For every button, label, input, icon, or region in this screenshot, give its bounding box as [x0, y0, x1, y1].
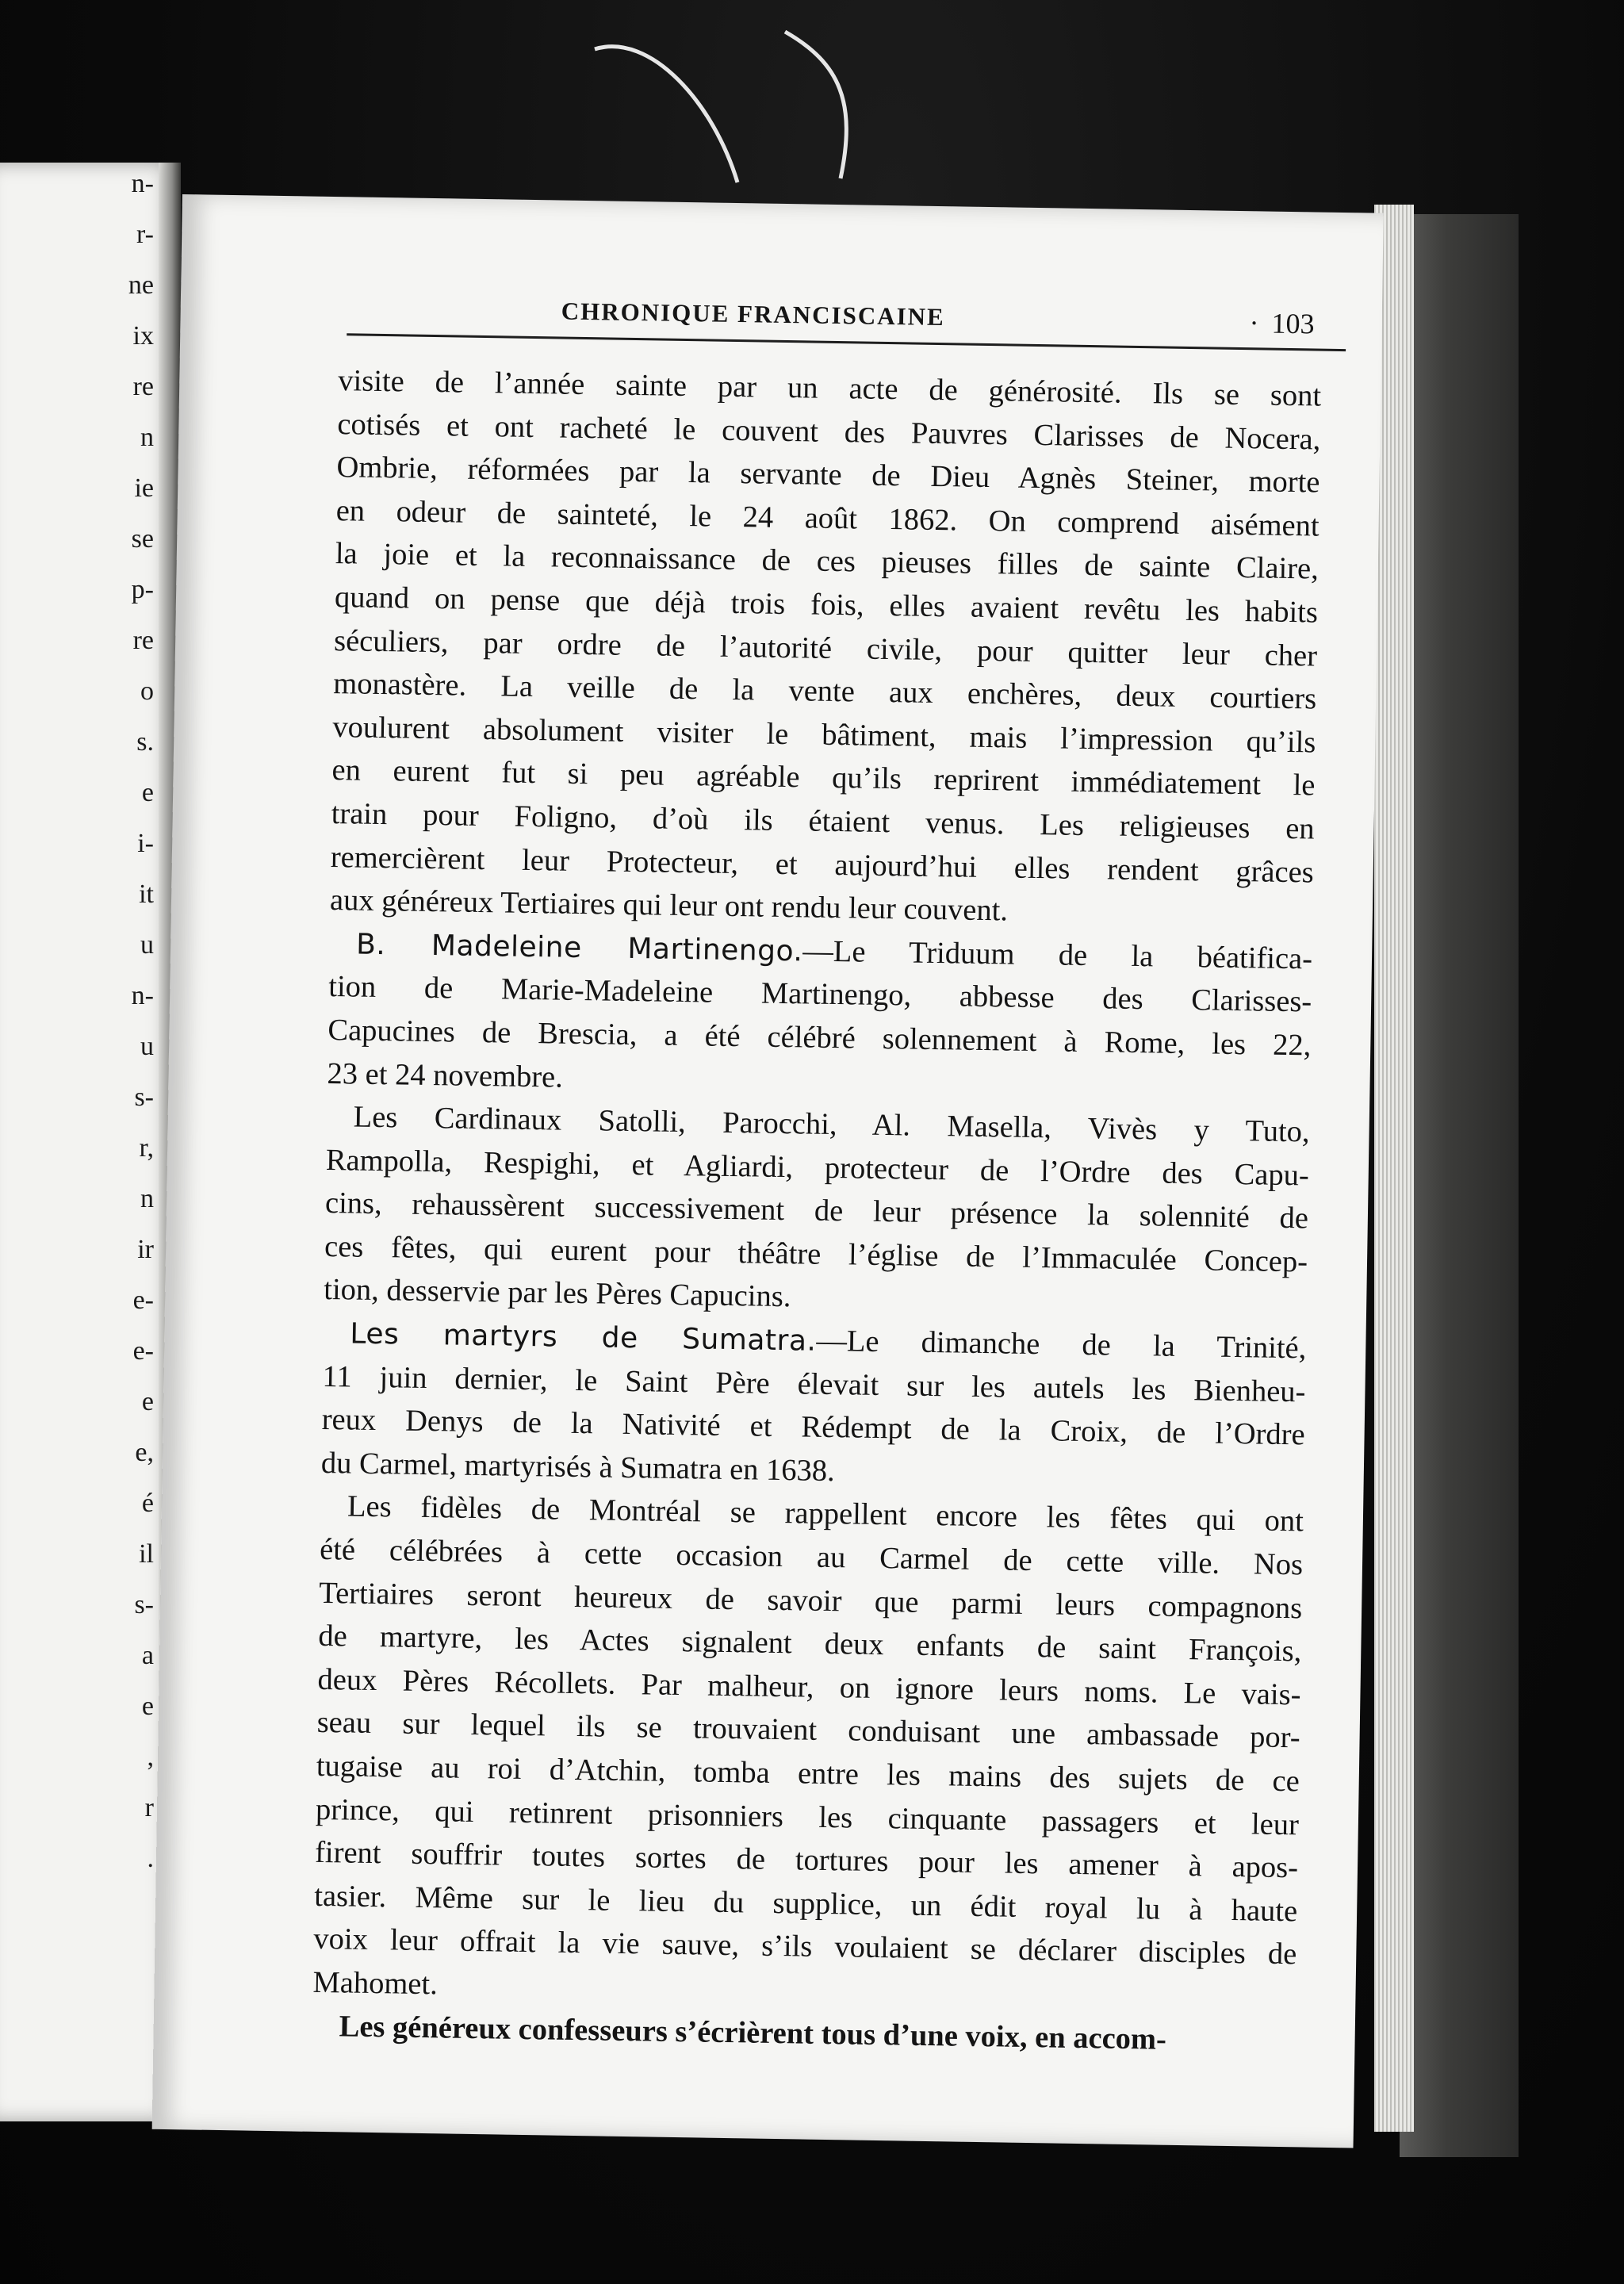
line-text: reux Denys de la Nativité et Rédempt de la Croix, de l’Ordre	[321, 1403, 1305, 1452]
line-text: tugaise au roi d’Atchin, tomba entre les mains des sujets de ce	[316, 1749, 1300, 1799]
page-header	[347, 293, 1346, 365]
facing-page-fragment: e	[141, 1387, 154, 1416]
line-text: tion de Marie-Madeleine Martinengo, abbesse des Clarisses-	[327, 970, 1312, 1019]
line-text: prince, qui retinrent prisonniers les cinquante passagers et leur	[315, 1792, 1300, 1841]
facing-page-fragment: se	[131, 524, 154, 554]
facing-page-fragment: re	[132, 372, 154, 401]
page-body-text	[312, 359, 1321, 2063]
running-title: CHRONIQUE FRANCISCAINE	[561, 297, 946, 331]
line-text: —Le dimanche de la Trinité,	[816, 1324, 1307, 1366]
line-text: seau sur lequel ils se trouvaient conduisant une ambassade por-	[316, 1706, 1300, 1755]
facing-page-fragment: p-	[131, 575, 154, 604]
facing-page-fragment: o	[140, 676, 154, 706]
line-text: train pour Foligno, d’où ils étaient venus. Les religieuses en	[331, 796, 1315, 846]
facing-page-fragment: r,	[139, 1133, 154, 1163]
facing-page-fragment: ,	[147, 1742, 154, 1772]
line-text: en odeur de sainteté, le 24 août 1862. On comprend aisément	[335, 493, 1320, 543]
facing-page-left	[0, 163, 181, 2121]
book-edge-dark	[1400, 214, 1519, 2157]
facing-page-fragment: n-	[131, 169, 154, 198]
line-text: firent souffrir toutes sortes de tortures pour les amener à apos-	[314, 1836, 1299, 1885]
line-text: aux généreux Tertiaires qui leur ont rendu leur couvent.	[329, 883, 1009, 928]
line-text: remercièrent leur Protecteur, et aujourd’hui elles rendent grâces	[330, 840, 1315, 890]
page-number: · 103	[1249, 306, 1315, 340]
line-text: monastère. La veille de la vente aux enchères, deux courtiers	[332, 667, 1317, 716]
facing-page-fragment: ir	[137, 1235, 154, 1264]
line-text: Les généreux confesseurs s’écrièrent tous d’une voix, en accom-	[339, 2009, 1167, 2056]
book-edge-pages	[1376, 205, 1414, 2132]
line-text: Ombrie, réformées par la servante de Dieu Agnès Steiner, morte	[336, 450, 1320, 500]
section-heading: Les martyrs de Sumatra.	[350, 1317, 817, 1358]
facing-page-fragment: i-	[137, 829, 154, 858]
facing-page-fragment: n	[140, 1184, 154, 1213]
facing-page-fragment: e	[141, 1692, 154, 1721]
facing-page-fragment: ie	[134, 473, 154, 503]
facing-page-fragment: é	[141, 1489, 154, 1518]
facing-page-fragment: re	[132, 626, 154, 655]
line-text: cotisés et ont racheté le couvent des Pauvres Clarisses de Nocera,	[337, 407, 1321, 457]
facing-page-fragment: n-	[131, 981, 154, 1010]
book-page	[152, 194, 1384, 2148]
line-text: été célébrées à cette occasion au Carmel de cette ville. Nos	[319, 1532, 1304, 1582]
line-text: cins, rehaussèrent successivement de leur présence la solennité de	[324, 1186, 1309, 1236]
facing-page-fragment: r	[144, 1793, 154, 1822]
facing-page-fragment: it	[139, 879, 154, 909]
facing-page-fragment: e,	[135, 1438, 154, 1467]
line-text: Les Cardinaux Satolli, Parocchi, Al. Masella, Vivès y Tuto,	[353, 1100, 1310, 1149]
line-text: tasier. Même sur le lieu du supplice, un édit royal lu à haute	[313, 1879, 1298, 1929]
facing-page-fragment: ix	[132, 321, 154, 351]
facing-page-fragment: e-	[132, 1336, 154, 1366]
facing-page-fragment: il	[139, 1539, 154, 1569]
line-text: séculiers, par ordre de l’autorité civile, pour quitter leur cher	[333, 623, 1318, 673]
facing-page-fragment: s.	[136, 727, 154, 757]
line-text: deux Pères Récollets. Par malheur, on ignore leurs noms. Le vais-	[317, 1662, 1301, 1712]
line-text: du Carmel, martyrisés à Sumatra en 1638.	[320, 1446, 836, 1488]
line-text: de martyre, les Actes signalent deux enfants de saint François,	[318, 1619, 1302, 1669]
line-text: Capucines de Brescia, a été célébré solennement à Rome, les 22,	[327, 1013, 1312, 1063]
line-text: en eurent fut si peu agréable qu’ils reprirent immédiatement le	[331, 753, 1316, 803]
facing-page-fragment: .	[147, 1844, 154, 1873]
facing-page-fragment: r-	[136, 220, 154, 249]
facing-page-fragment: u	[140, 930, 154, 960]
line-text: —Le Triduum de la béatifica-	[802, 934, 1313, 976]
section-heading: B. Madeleine Martinengo.	[355, 928, 803, 968]
line-text: Les fidèles de Montréal se rappellent encore les fêtes qui ont	[347, 1489, 1304, 1539]
line-text: tion, desservie par les Pères Capucins.	[323, 1273, 791, 1314]
facing-page-fragment: s-	[134, 1083, 154, 1112]
line-text: voulurent absolument visiter le bâtiment, mais l’impression qu’ils	[332, 710, 1316, 760]
line-text: Rampolla, Respighi, et Agliardi, protecteur de l’Ordre des Capu-	[325, 1143, 1310, 1193]
line-text: visite de l’année sainte par un acte de générosité. Ils se sont	[338, 364, 1322, 413]
line-text: quand on pense que déjà trois fois, elles avaient revêtu les habits	[334, 581, 1319, 630]
line-text: la joie et la reconnaissance de ces pieuses filles de sainte Claire,	[335, 537, 1320, 586]
line-text: 23 et 24 novembre.	[327, 1056, 564, 1094]
line-text: voix leur offrait la vie sauve, s’ils voulaient se déclarer disciples de	[313, 1922, 1297, 1972]
line-text: Mahomet.	[312, 1965, 439, 2002]
facing-page-fragment: s-	[134, 1590, 154, 1619]
line-text: 11 juin dernier, le Saint Père élevait sur les autels les Bienheu-	[322, 1359, 1306, 1409]
line-text: Tertiaires seront heureux de savoir que parmi leurs compagnons	[318, 1576, 1303, 1626]
facing-page-fragment: u	[140, 1032, 154, 1061]
facing-page-fragment: a	[141, 1641, 154, 1670]
header-rule	[347, 333, 1346, 351]
facing-page-fragment: n	[140, 423, 154, 452]
line-text: ces fêtes, qui eurent pour théâtre l’église de l’Immaculée Concep-	[324, 1229, 1308, 1279]
facing-page-fragment: e	[141, 778, 154, 807]
facing-page-fragment: e-	[132, 1286, 154, 1315]
facing-page-fragment: ne	[128, 270, 154, 300]
